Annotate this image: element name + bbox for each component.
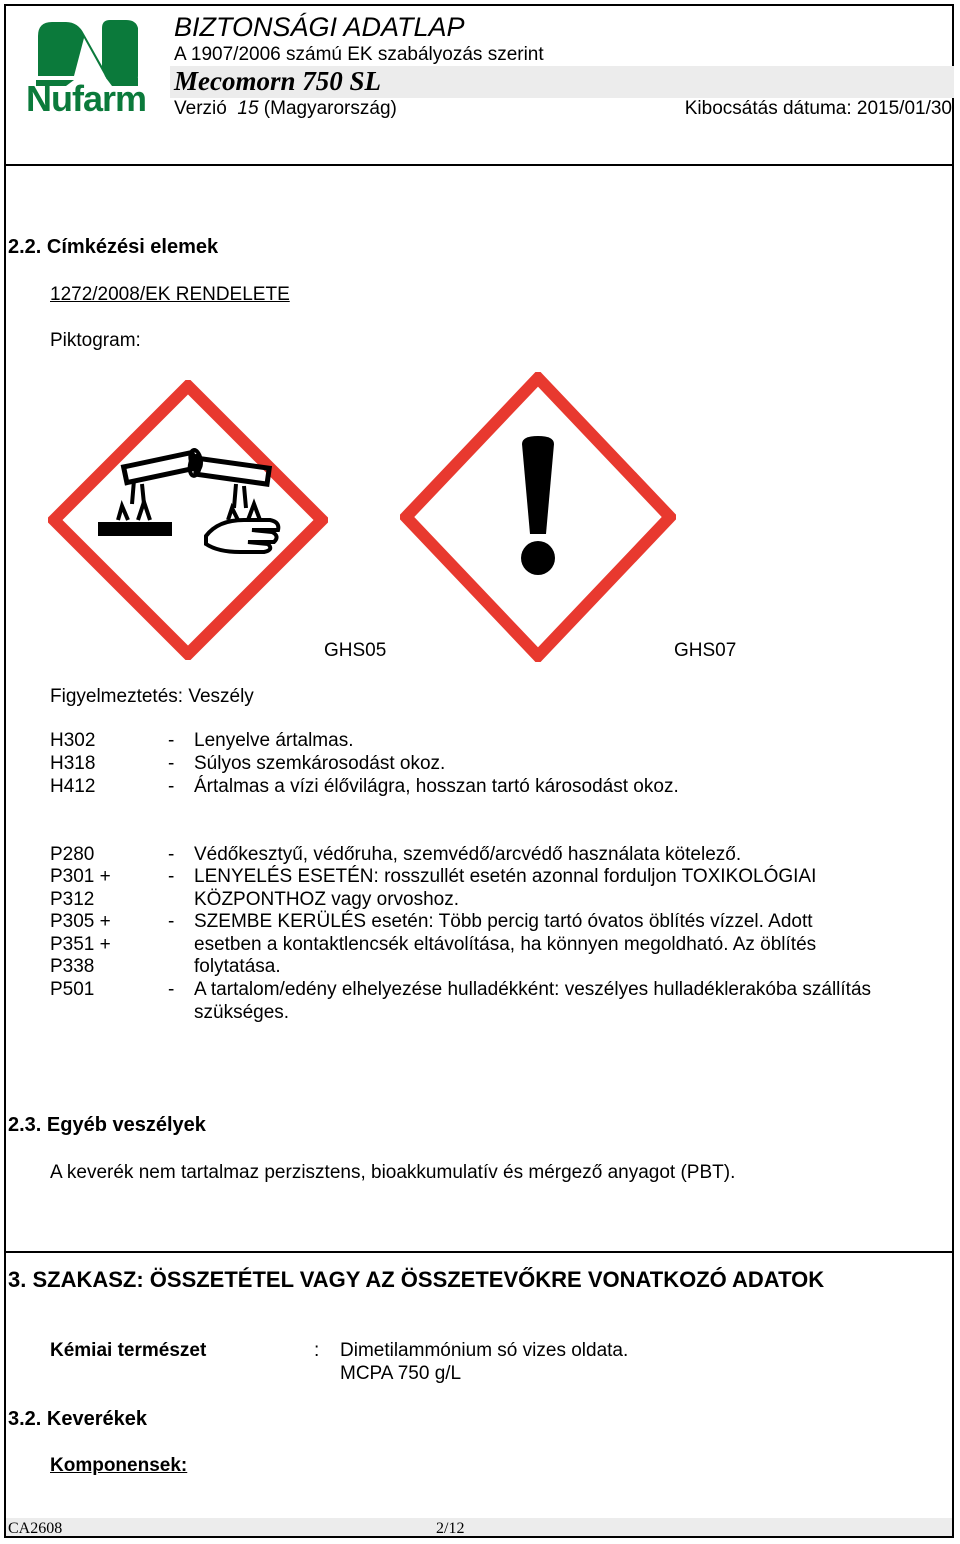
product-name: Mecomorn 750 SL bbox=[174, 66, 382, 96]
p-code: P305 + bbox=[50, 911, 111, 932]
h-code: H412 bbox=[50, 776, 96, 797]
p-code: P351 + bbox=[50, 934, 111, 955]
p-text: LENYELÉS ESETÉN: rosszullét esetén azonnal forduljon TOXIKOLÓGIAI bbox=[194, 866, 817, 887]
chem-nature-value-2: MCPA 750 g/L bbox=[340, 1363, 462, 1384]
p-code: P501 bbox=[50, 979, 95, 1000]
p-code: P301 + bbox=[50, 866, 111, 887]
h-dash: - bbox=[168, 730, 175, 751]
p-text: Védőkesztyű, védőruha, szemvédő/arcvédő használata kötelező. bbox=[194, 844, 742, 865]
p-text: SZEMBE KERÜLÉS esetén: Több percig tartó óvatos öblítés vízzel. Adott bbox=[194, 911, 813, 932]
ghs07-pictogram bbox=[400, 372, 676, 662]
version-country: (Magyarország) bbox=[263, 98, 397, 119]
h-text: Súlyos szemkárosodást okoz. bbox=[194, 753, 446, 774]
header-divider bbox=[4, 164, 954, 166]
section-3-2-heading: 3.2. Keverékek bbox=[8, 1408, 148, 1430]
chem-nature-label: Kémiai természet bbox=[50, 1340, 207, 1361]
p-text: esetben a kontaktlencsék eltávolítása, ha könnyen megoldható. Az öblítés bbox=[194, 934, 817, 955]
version-number: 15 bbox=[237, 98, 259, 119]
signal-word: Figyelmeztetés: Veszély bbox=[50, 686, 254, 707]
regulation-line: A 1907/2006 számú EK szabályozás szerint bbox=[174, 44, 544, 65]
chem-nature-value: Dimetilammónium só vizes oldata. bbox=[340, 1340, 629, 1361]
logo-wordmark: Nufarm bbox=[26, 78, 147, 119]
ghs07-code: GHS07 bbox=[674, 640, 737, 661]
version-line bbox=[174, 98, 397, 120]
p-code: P280 bbox=[50, 844, 95, 865]
section-2-3-heading: 2.3. Egyéb veszélyek bbox=[8, 1114, 206, 1136]
h-code: H318 bbox=[50, 753, 96, 774]
page-frame bbox=[4, 4, 954, 1538]
section-2-2-heading: 2.2. Címkézési elemek bbox=[8, 236, 219, 258]
ghs05-code: GHS05 bbox=[324, 640, 387, 661]
p-code: P312 bbox=[50, 889, 95, 910]
h-text: Ártalmas a vízi élővilágra, hosszan tartó károsodást okoz. bbox=[194, 776, 679, 797]
p-dash: - bbox=[168, 866, 175, 887]
section-3-heading: 3. SZAKASZ: ÖSSZETÉTEL VAGY AZ ÖSSZETEVŐKRE VONATKOZÓ ADATOK bbox=[8, 1267, 825, 1292]
version-label: Verzió bbox=[174, 98, 227, 119]
document-title: BIZTONSÁGI ADATLAP bbox=[174, 12, 465, 42]
footer-page-number: 2/12 bbox=[436, 1520, 465, 1537]
h-dash: - bbox=[168, 776, 175, 797]
pictogram-label: Piktogram: bbox=[50, 330, 141, 351]
h-code: H302 bbox=[50, 730, 96, 751]
footer-code: CA2608 bbox=[8, 1520, 63, 1537]
p-code: P338 bbox=[50, 956, 95, 977]
h-text: Lenyelve ártalmas. bbox=[194, 730, 354, 751]
ghs05-pictogram bbox=[48, 380, 328, 660]
other-hazards-text: A keverék nem tartalmaz perzisztens, bioakkumulatív és mérgező anyagot (PBT). bbox=[50, 1162, 736, 1183]
exclamation-icon bbox=[400, 372, 676, 662]
p-dash: - bbox=[168, 979, 175, 1000]
issue-date: Kibocsátás dátuma: 2015/01/30 bbox=[684, 98, 952, 119]
p-text: folytatása. bbox=[194, 956, 281, 977]
corrosion-icon bbox=[48, 380, 328, 660]
p-dash: - bbox=[168, 844, 175, 865]
p-text: szükséges. bbox=[194, 1002, 290, 1023]
chem-nature-colon: : bbox=[314, 1340, 320, 1361]
regulation-reference: 1272/2008/EK RENDELETE bbox=[50, 284, 290, 305]
components-label: Komponensek: bbox=[50, 1455, 188, 1476]
footer-band bbox=[6, 1518, 952, 1536]
h-dash: - bbox=[168, 753, 175, 774]
section-divider bbox=[4, 1251, 954, 1253]
p-text: KÖZPONTHOZ vagy orvoshoz. bbox=[194, 889, 460, 910]
p-text: A tartalom/edény elhelyezése hulladékként: veszélyes hulladéklerakóba szállítás bbox=[194, 979, 872, 1000]
p-dash: - bbox=[168, 911, 175, 932]
